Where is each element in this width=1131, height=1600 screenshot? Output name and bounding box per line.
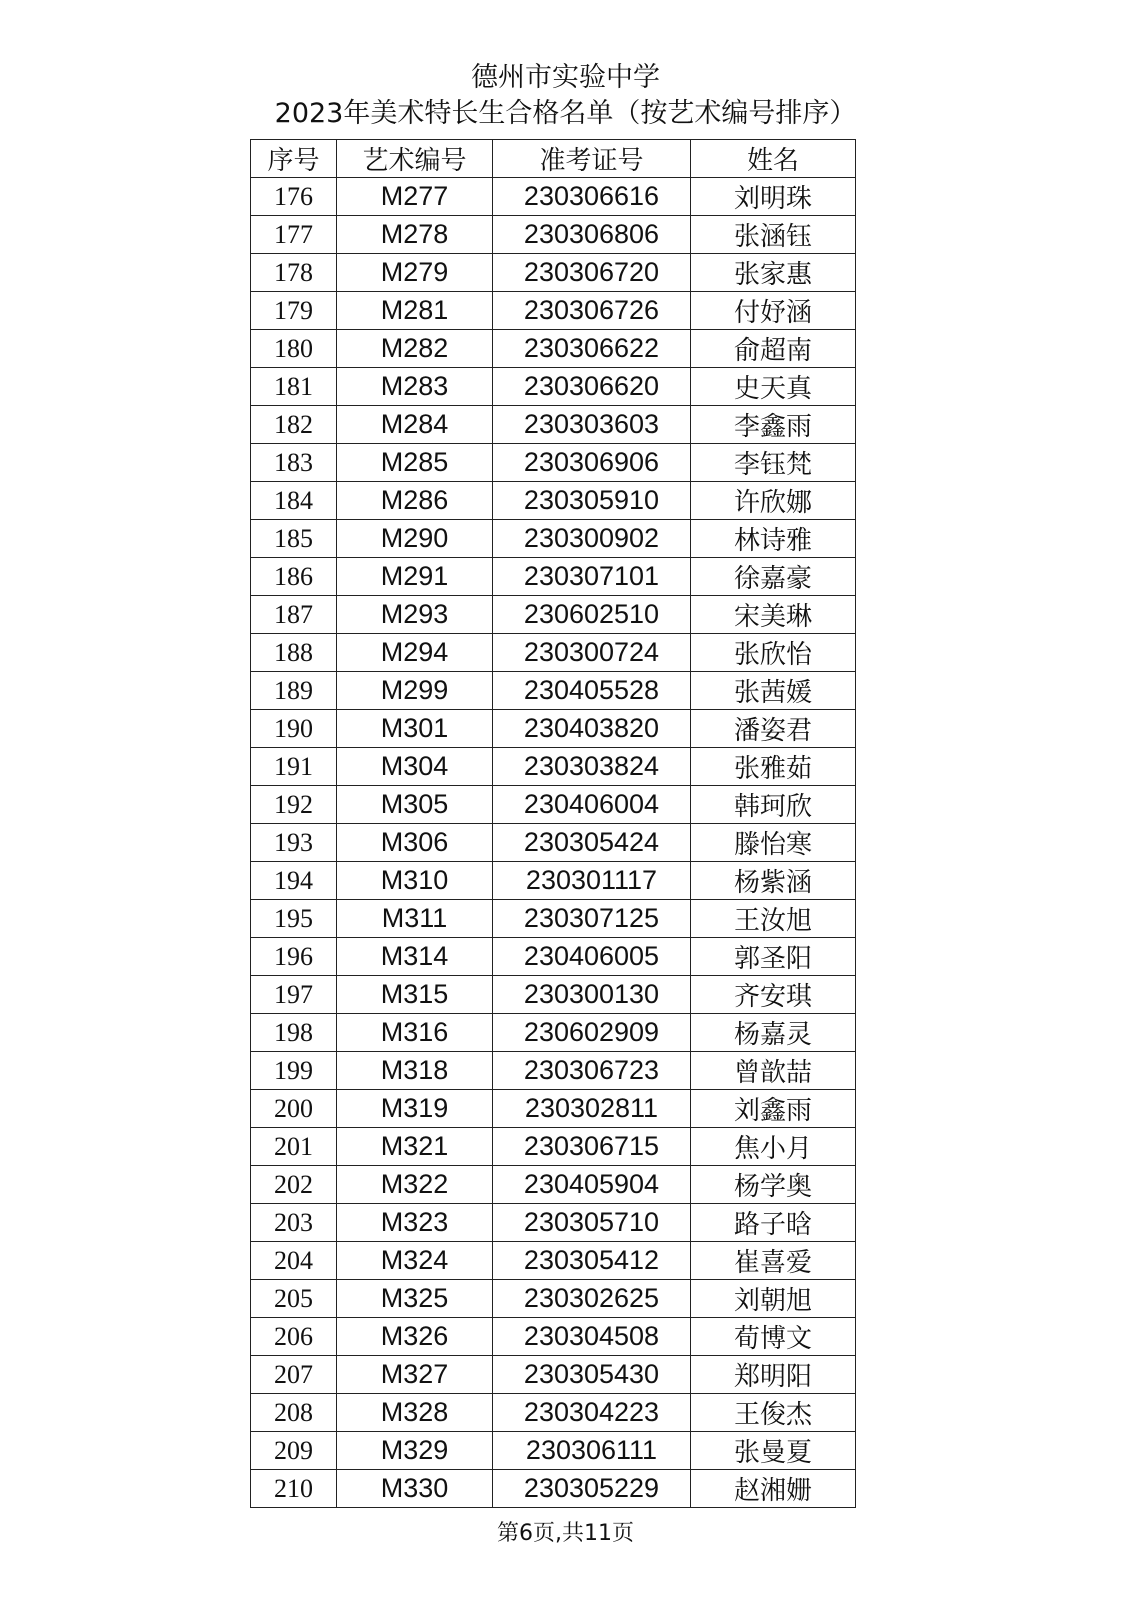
cell-art-number: M316 <box>337 1014 493 1052</box>
cell-seq: 176 <box>251 178 337 216</box>
cell-name: 路子晗 <box>691 1204 856 1242</box>
table-row <box>251 1166 856 1204</box>
school-name: 德州市实验中学 <box>471 62 660 93</box>
cell-seq: 210 <box>251 1470 337 1508</box>
cell-art-number: M314 <box>337 938 493 976</box>
cell-art-number: M291 <box>337 558 493 596</box>
cell-name: 曾歆喆 <box>691 1052 856 1090</box>
cell-ticket-number: 230304223 <box>493 1394 691 1432</box>
table-row <box>251 976 856 1014</box>
table-row <box>251 520 856 558</box>
cell-ticket-number: 230306726 <box>493 292 691 330</box>
table-row <box>251 482 856 520</box>
cell-seq: 197 <box>251 976 337 1014</box>
table-row <box>251 178 856 216</box>
cell-ticket-number: 230405528 <box>493 672 691 710</box>
cell-ticket-number: 230302811 <box>493 1090 691 1128</box>
cell-ticket-number: 230306616 <box>493 178 691 216</box>
cell-art-number: M277 <box>337 178 493 216</box>
cell-seq: 209 <box>251 1432 337 1470</box>
table-row <box>251 786 856 824</box>
cell-art-number: M321 <box>337 1128 493 1166</box>
cell-seq: 205 <box>251 1280 337 1318</box>
cell-ticket-number: 230305424 <box>493 824 691 862</box>
cell-art-number: M293 <box>337 596 493 634</box>
cell-ticket-number: 230301117 <box>493 862 691 900</box>
cell-name: 王俊杰 <box>691 1394 856 1432</box>
cell-seq: 200 <box>251 1090 337 1128</box>
cell-name: 张茜媛 <box>691 672 856 710</box>
cell-art-number: M323 <box>337 1204 493 1242</box>
cell-art-number: M322 <box>337 1166 493 1204</box>
qualified-list-table <box>250 139 856 1508</box>
cell-seq: 196 <box>251 938 337 976</box>
cell-ticket-number: 230406005 <box>493 938 691 976</box>
cell-ticket-number: 230304508 <box>493 1318 691 1356</box>
cell-name: 赵湘姗 <box>691 1470 856 1508</box>
cell-seq: 188 <box>251 634 337 672</box>
column-header-seq: 序号 <box>251 140 337 178</box>
cell-ticket-number: 230305430 <box>493 1356 691 1394</box>
cell-ticket-number: 230305412 <box>493 1242 691 1280</box>
column-header-ticket-number: 准考证号 <box>493 140 691 178</box>
cell-ticket-number: 230602909 <box>493 1014 691 1052</box>
cell-seq: 202 <box>251 1166 337 1204</box>
cell-seq: 185 <box>251 520 337 558</box>
cell-seq: 187 <box>251 596 337 634</box>
column-header-name: 姓名 <box>691 140 856 178</box>
cell-seq: 204 <box>251 1242 337 1280</box>
cell-art-number: M286 <box>337 482 493 520</box>
cell-name: 张雅茹 <box>691 748 856 786</box>
table-row <box>251 1432 856 1470</box>
cell-seq: 207 <box>251 1356 337 1394</box>
cell-art-number: M294 <box>337 634 493 672</box>
table-row <box>251 558 856 596</box>
cell-art-number: M305 <box>337 786 493 824</box>
table-row <box>251 1052 856 1090</box>
table-row <box>251 368 856 406</box>
cell-ticket-number: 230306622 <box>493 330 691 368</box>
cell-name: 潘姿君 <box>691 710 856 748</box>
cell-art-number: M304 <box>337 748 493 786</box>
cell-seq: 192 <box>251 786 337 824</box>
cell-art-number: M311 <box>337 900 493 938</box>
cell-ticket-number: 230307101 <box>493 558 691 596</box>
cell-art-number: M290 <box>337 520 493 558</box>
cell-ticket-number: 230306806 <box>493 216 691 254</box>
cell-art-number: M328 <box>337 1394 493 1432</box>
table-row <box>251 406 856 444</box>
cell-seq: 206 <box>251 1318 337 1356</box>
cell-name: 徐嘉豪 <box>691 558 856 596</box>
table-row <box>251 710 856 748</box>
cell-name: 郑明阳 <box>691 1356 856 1394</box>
table-row <box>251 1204 856 1242</box>
table-row <box>251 1242 856 1280</box>
table-row <box>251 900 856 938</box>
cell-ticket-number: 230302625 <box>493 1280 691 1318</box>
cell-art-number: M324 <box>337 1242 493 1280</box>
cell-art-number: M278 <box>337 216 493 254</box>
cell-art-number: M282 <box>337 330 493 368</box>
cell-seq: 182 <box>251 406 337 444</box>
cell-seq: 194 <box>251 862 337 900</box>
table-row <box>251 1318 856 1356</box>
cell-art-number: M281 <box>337 292 493 330</box>
cell-name: 荀博文 <box>691 1318 856 1356</box>
table-row <box>251 444 856 482</box>
table-row <box>251 1394 856 1432</box>
table-row <box>251 330 856 368</box>
cell-name: 杨学奥 <box>691 1166 856 1204</box>
cell-name: 李鑫雨 <box>691 406 856 444</box>
cell-name: 滕怡寒 <box>691 824 856 862</box>
cell-name: 刘明珠 <box>691 178 856 216</box>
cell-ticket-number: 230305910 <box>493 482 691 520</box>
cell-name: 杨嘉灵 <box>691 1014 856 1052</box>
cell-seq: 195 <box>251 900 337 938</box>
cell-ticket-number: 230300902 <box>493 520 691 558</box>
cell-seq: 191 <box>251 748 337 786</box>
cell-ticket-number: 230306620 <box>493 368 691 406</box>
cell-ticket-number: 230303603 <box>493 406 691 444</box>
cell-ticket-number: 230306906 <box>493 444 691 482</box>
cell-art-number: M310 <box>337 862 493 900</box>
cell-seq: 189 <box>251 672 337 710</box>
cell-name: 杨紫涵 <box>691 862 856 900</box>
cell-ticket-number: 230303824 <box>493 748 691 786</box>
cell-art-number: M319 <box>337 1090 493 1128</box>
table-row <box>251 1090 856 1128</box>
cell-seq: 201 <box>251 1128 337 1166</box>
cell-art-number: M329 <box>337 1432 493 1470</box>
cell-ticket-number: 230403820 <box>493 710 691 748</box>
cell-art-number: M284 <box>337 406 493 444</box>
cell-ticket-number: 230306111 <box>493 1432 691 1470</box>
document-title: 2023年美术特长生合格名单（按艺术编号排序） <box>274 98 857 129</box>
cell-art-number: M279 <box>337 254 493 292</box>
table-header-row <box>251 140 856 178</box>
table-row <box>251 1128 856 1166</box>
cell-ticket-number: 230306723 <box>493 1052 691 1090</box>
table-row <box>251 672 856 710</box>
cell-name: 刘朝旭 <box>691 1280 856 1318</box>
cell-ticket-number: 230305710 <box>493 1204 691 1242</box>
cell-art-number: M315 <box>337 976 493 1014</box>
cell-art-number: M326 <box>337 1318 493 1356</box>
cell-name: 张曼夏 <box>691 1432 856 1470</box>
column-header-art-number: 艺术编号 <box>337 140 493 178</box>
cell-seq: 186 <box>251 558 337 596</box>
cell-name: 崔喜爱 <box>691 1242 856 1280</box>
page-number: 第6页,共11页 <box>497 1521 634 1546</box>
table-row <box>251 292 856 330</box>
cell-seq: 181 <box>251 368 337 406</box>
table-row <box>251 216 856 254</box>
cell-ticket-number: 230306715 <box>493 1128 691 1166</box>
cell-art-number: M301 <box>337 710 493 748</box>
cell-name: 付妤涵 <box>691 292 856 330</box>
table-row <box>251 862 856 900</box>
cell-name: 刘鑫雨 <box>691 1090 856 1128</box>
cell-seq: 179 <box>251 292 337 330</box>
cell-seq: 198 <box>251 1014 337 1052</box>
table-row <box>251 1014 856 1052</box>
cell-seq: 208 <box>251 1394 337 1432</box>
cell-name: 许欣娜 <box>691 482 856 520</box>
cell-seq: 183 <box>251 444 337 482</box>
table-row <box>251 254 856 292</box>
cell-ticket-number: 230602510 <box>493 596 691 634</box>
cell-seq: 180 <box>251 330 337 368</box>
cell-name: 韩珂欣 <box>691 786 856 824</box>
cell-ticket-number: 230307125 <box>493 900 691 938</box>
cell-name: 郭圣阳 <box>691 938 856 976</box>
table-row <box>251 938 856 976</box>
cell-name: 俞超南 <box>691 330 856 368</box>
table-row <box>251 634 856 672</box>
cell-art-number: M299 <box>337 672 493 710</box>
cell-ticket-number: 230305229 <box>493 1470 691 1508</box>
cell-name: 焦小月 <box>691 1128 856 1166</box>
cell-ticket-number: 230300130 <box>493 976 691 1014</box>
cell-art-number: M325 <box>337 1280 493 1318</box>
table-row <box>251 596 856 634</box>
cell-seq: 190 <box>251 710 337 748</box>
cell-name: 李钰梵 <box>691 444 856 482</box>
table-body <box>251 178 856 1508</box>
cell-name: 宋美琳 <box>691 596 856 634</box>
cell-art-number: M327 <box>337 1356 493 1394</box>
cell-name: 张家惠 <box>691 254 856 292</box>
cell-name: 史天真 <box>691 368 856 406</box>
cell-art-number: M285 <box>337 444 493 482</box>
table-row <box>251 1470 856 1508</box>
cell-seq: 178 <box>251 254 337 292</box>
cell-art-number: M283 <box>337 368 493 406</box>
table-row <box>251 1356 856 1394</box>
cell-seq: 184 <box>251 482 337 520</box>
cell-name: 王汝旭 <box>691 900 856 938</box>
cell-name: 林诗雅 <box>691 520 856 558</box>
cell-ticket-number: 230306720 <box>493 254 691 292</box>
table-row <box>251 1280 856 1318</box>
cell-name: 张涵钰 <box>691 216 856 254</box>
cell-name: 齐安琪 <box>691 976 856 1014</box>
table-row <box>251 748 856 786</box>
cell-ticket-number: 230300724 <box>493 634 691 672</box>
cell-ticket-number: 230406004 <box>493 786 691 824</box>
cell-art-number: M330 <box>337 1470 493 1508</box>
cell-seq: 199 <box>251 1052 337 1090</box>
cell-seq: 203 <box>251 1204 337 1242</box>
cell-name: 张欣怡 <box>691 634 856 672</box>
cell-seq: 177 <box>251 216 337 254</box>
table-row <box>251 824 856 862</box>
cell-art-number: M306 <box>337 824 493 862</box>
cell-seq: 193 <box>251 824 337 862</box>
cell-art-number: M318 <box>337 1052 493 1090</box>
cell-ticket-number: 230405904 <box>493 1166 691 1204</box>
